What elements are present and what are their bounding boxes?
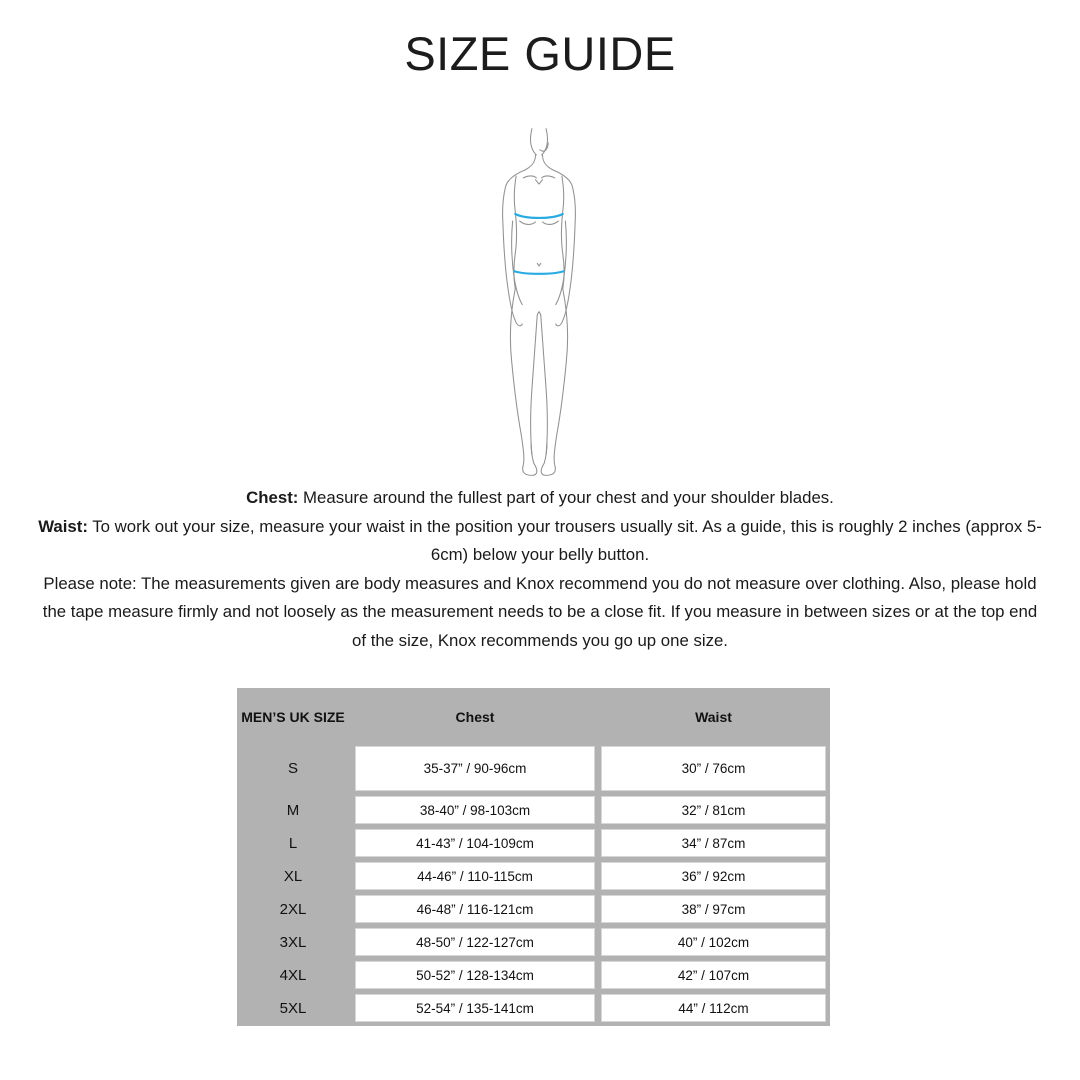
waist-instruction-text: To work out your size, measure your waist in the position your trousers usually sit. As a guide, this is roughly 2 inches (approx 5-6cm) below your belly button.	[92, 516, 1042, 564]
table-row	[237, 746, 830, 791]
chest-instruction-text: Measure around the fullest part of your chest and your shoulder blades.	[303, 488, 834, 507]
table-row	[237, 928, 830, 956]
waist-value-cell: 42” / 107cm	[601, 961, 826, 989]
chest-value-cell: 35-37” / 90-96cm	[355, 746, 595, 791]
waist-value-cell: 30” / 76cm	[601, 746, 826, 791]
size-table-header	[237, 688, 830, 746]
waist-value-cell: 32” / 81cm	[601, 796, 826, 824]
waist-value-cell: 38” / 97cm	[601, 895, 826, 923]
chest-value-cell: 44-46” / 110-115cm	[355, 862, 595, 890]
header-chest-column: Chest	[455, 709, 495, 725]
chest-instruction	[35, 484, 1045, 513]
size-label-cell: 5XL	[279, 999, 307, 1017]
table-row	[237, 862, 830, 890]
header-size-column: MEN’S UK SIZE	[241, 709, 345, 725]
size-label-cell: 2XL	[279, 900, 307, 918]
size-label-cell: M	[286, 801, 300, 819]
waist-value-cell: 34” / 87cm	[601, 829, 826, 857]
chest-value-cell: 46-48” / 116-121cm	[355, 895, 595, 923]
chest-value-cell: 48-50” / 122-127cm	[355, 928, 595, 956]
size-table-rows	[237, 746, 830, 1022]
size-label-cell: L	[288, 834, 298, 852]
waist-instruction-label: Waist:	[38, 516, 88, 536]
size-table	[237, 688, 830, 1026]
chest-value-cell: 38-40” / 98-103cm	[355, 796, 595, 824]
page-title: SIZE GUIDE	[404, 27, 676, 80]
table-row	[237, 796, 830, 824]
male-body-outline-illustration	[486, 126, 592, 478]
waist-value-cell: 44” / 112cm	[601, 994, 826, 1022]
chest-value-cell: 52-54” / 135-141cm	[355, 994, 595, 1022]
waist-measurement-line	[514, 271, 563, 274]
waist-instruction	[35, 513, 1045, 570]
table-row	[237, 895, 830, 923]
chest-value-cell: 50-52” / 128-134cm	[355, 961, 595, 989]
chest-instruction-label: Chest:	[246, 488, 299, 507]
table-row	[237, 961, 830, 989]
size-label-cell: S	[287, 760, 298, 777]
size-label-cell: 4XL	[279, 966, 307, 984]
size-label-cell: 3XL	[279, 933, 307, 951]
header-waist-column: Waist	[695, 709, 732, 725]
note-text: Please note: The measurements given are body measures and Knox recommend you do not measure over clothing. Also, please hold the tape measure firmly and not loosely as the measurement needs to be a close fit. If you measure in between sizes or at the top end of the size, Knox recommends you go up one size.	[42, 573, 1038, 650]
table-row	[237, 829, 830, 857]
table-row	[237, 994, 830, 1022]
measuring-instructions	[35, 484, 1045, 655]
waist-value-cell: 36” / 92cm	[601, 862, 826, 890]
chest-value-cell: 41-43” / 104-109cm	[355, 829, 595, 857]
chest-measurement-line	[515, 214, 563, 218]
size-label-cell: XL	[283, 867, 303, 885]
waist-value-cell: 40” / 102cm	[601, 928, 826, 956]
body-figure	[486, 126, 592, 478]
